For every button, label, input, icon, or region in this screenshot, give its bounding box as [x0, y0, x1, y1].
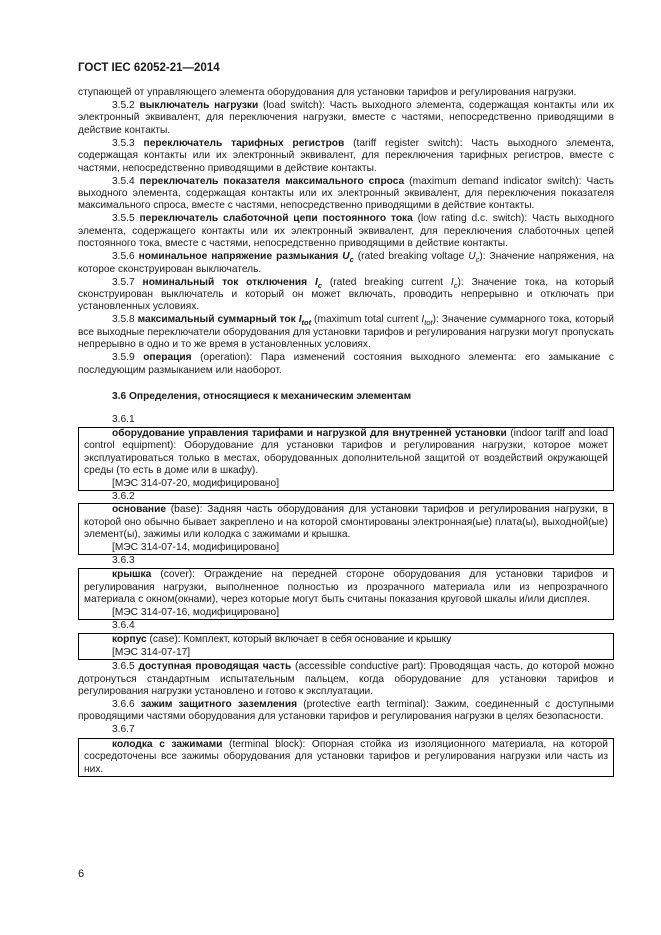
clause-definition: (case): Комплект, который включает в себя основание и крышку [146, 634, 452, 646]
definition-symbol-subscript: c [453, 280, 458, 290]
clause-number: 3.6.5 [112, 661, 135, 673]
clause-number: 3.6.1 [112, 413, 135, 425]
clause-definition: (low rating d.c. switch): Часть выходного элемента, содержащего контакты или их электронный эквивалент, для переключения слаботочных цепей постоянного тока, вместе с частями, непосредственно приводящими в действие контакты. [78, 213, 614, 250]
clause-number: 3.6.4 [112, 620, 135, 631]
clause-3-6-5 [78, 661, 614, 698]
clause-number: 3.6.7 [112, 724, 135, 736]
clause-definition: (base): Задняя часть оборудования для установки тарифов и регулирования нагрузки, в которой оно обычно бывает закреплено и на которой смонтированы электронная(ые) плата(ы), выходной(ые) элемент(ы), зажимы или колодка с зажимами и крышка. [84, 504, 608, 541]
clause-definition: (protective earth terminal): Зажим, соединенный с доступными проводящими частями оборудования для установки тарифов и регулирования нагрузки в целях безопасности. [78, 699, 614, 723]
term-symbol-subscript: c [317, 280, 322, 290]
clause-number: 3.5.9 [112, 352, 135, 364]
clause-3-6-6 [78, 699, 614, 724]
source-reference: [МЭС 314-07-20, модифицировано] [112, 477, 280, 489]
clause-3-5-3 [78, 138, 614, 175]
clause-term: доступная проводящая часть [138, 661, 292, 673]
clause-3-5-5 [78, 213, 614, 250]
definition-text [84, 504, 608, 541]
clause-number: 3.5.3 [112, 137, 135, 149]
clause-definition: (rated breaking voltage [353, 251, 469, 263]
clause-term: переключатель слаботочной цепи постоянного тока [139, 213, 413, 225]
section-heading: 3.6 Определения, относящиеся к механическим элементам [112, 391, 412, 403]
clause-term: зажим защитного заземления [140, 699, 298, 711]
term-symbol: I [298, 314, 302, 326]
clause-term: переключатель тарифных регистров [143, 137, 345, 149]
page-number: 6 [78, 868, 85, 880]
term-symbol: U [342, 251, 350, 263]
clause-term: номинальное напряжение размыкания [138, 251, 339, 263]
clause-3-5-8 [78, 314, 614, 351]
clause-definition: (accessible conductive part): Проводящая часть, до которой можно дотронуться стандартным испытательным пальцем, когда оборудование для установки тарифов и регулирования нагрузки установлено и готово к эксплуатации. [78, 661, 614, 698]
clause-definition: (maximum total current [311, 314, 422, 326]
definition-symbol: I [450, 276, 454, 288]
clause-definition: (indoor tariff and load control equipment): Оборудование для установки тарифов и регулирования нагрузки, которое может эксплуатироваться только в местах, оборудованных дополнительной защитой от воздействий окружающей среды (то есть в доме или в шкафу). [84, 427, 609, 477]
clause-number: 3.5.6 [112, 251, 135, 263]
clause-definition: (rated breaking current [321, 276, 451, 288]
term-symbol: I [314, 276, 318, 288]
clause-number: 3.5.4 [112, 175, 135, 187]
clause-3-5-4 [78, 176, 614, 213]
clause-number: 3.6.2 [112, 490, 135, 502]
definition-box [78, 633, 614, 660]
clause-3-5-9 [78, 352, 614, 377]
definition-text [84, 739, 608, 776]
clause-definition: (tariff register switch): Часть выходного элемента, содержащая контакты или их электронный эквивалент, для переключения тарифных регистров, вместе с частями, непосредственно приводящими в действие контакты. [78, 137, 614, 174]
definition-box [78, 503, 614, 555]
definition-text [84, 428, 608, 478]
clause-term: выключатель нагрузки [139, 100, 259, 111]
source-reference: [МЭС 314-07-14, модифицировано] [112, 541, 280, 553]
definition-symbol-subscript: tot [424, 318, 433, 328]
definition-symbol-subscript: c [475, 255, 480, 265]
clause-term: максимальный суммарный ток [137, 314, 296, 326]
definition-text [84, 569, 608, 606]
clause-definition: (operation): Пара изменений состояния выходного элемента: его замыкание с последующим размыканием или наоборот. [78, 352, 614, 376]
continued-paragraph: ступающей от управляющего элемента оборудования для установки тарифов и регулирования нагрузки. [78, 87, 577, 98]
page-content [78, 87, 614, 777]
clause-3-5-6 [78, 251, 614, 276]
clause-term: корпус [112, 634, 147, 646]
definition-symbol: I [421, 314, 425, 326]
definition-box [78, 738, 614, 777]
clause-definition: (load switch): Часть выходного элемента, содержащая контакты или их электронный эквивалент, для переключения нагрузки, вместе с частями, непосредственно приводящими в действие контакты. [78, 100, 614, 136]
clause-number: 3.6.6 [112, 699, 135, 711]
clause-3-5-2 [78, 100, 614, 137]
definition-symbol: U [468, 251, 476, 263]
definition-box [78, 427, 614, 491]
clause-definition: (cover): Ограждение на передней стороне оборудования для установки тарифов и регулирования нагрузки, выполненное полностью из прозрачного материала или из непрозрачного материала с окном(окнами), через которые могут быть считаны показания круговой шкалы и/или дисплея. [84, 569, 608, 606]
document-header: ГОСТ IEC 62052-21—2014 [78, 62, 220, 74]
clause-number: 3.5.5 [112, 213, 135, 225]
clause-definition: (maximum demand indicator switch): Часть выходного элемента, содержащая контакты или их электронный эквивалент, для переключения показателя максимального спроса, вместе с частями, непосредственно приводящими в действие контакты. [78, 175, 614, 212]
clause-term: колодка с зажимами [112, 738, 223, 750]
clause-number: 3.5.2 [112, 100, 135, 111]
clause-definition-end: ): Значение напряжения, на которое сконструирован выключатель. [78, 251, 614, 275]
definition-text [84, 634, 608, 646]
clause-term: переключатель показателя максимального спроса [139, 175, 405, 187]
clause-term: оборудование управления тарифами и нагрузкой для внутренней установки [112, 427, 507, 439]
source-reference: [МЭС 314-07-17] [112, 646, 191, 658]
clause-number: 3.5.8 [112, 314, 135, 326]
clause-term: операция [143, 352, 192, 364]
clause-number: 3.5.7 [112, 276, 135, 288]
clause-number: 3.6.3 [112, 554, 135, 566]
clause-term: основание [112, 504, 167, 516]
clause-definition-end: ): Значение суммарного тока, который все выходные переключатели оборудования для установки тарифов и регулирования нагрузки могут пропускать непрерывно в одно и то же время в установленных условиях. [78, 314, 614, 351]
clause-term: крышка [112, 569, 152, 581]
clause-definition-end: ): Значение тока, на который сконструирован выключатель и который он может включать, проводить непрерывно и отключать при установленных условиях. [78, 276, 614, 313]
source-reference: [МЭС 314-07-16, модифицировано] [112, 606, 280, 618]
clause-3-5-7 [78, 277, 614, 314]
clause-definition: (terminal block): Опорная стойка из изоляционного материала, на которой сосредоточены все зажимы оборудования для установки тарифов и регулирования нагрузки или часть из них. [84, 738, 608, 775]
term-symbol-subscript: tot [301, 318, 312, 328]
definition-box [78, 568, 614, 620]
term-symbol-subscript: c [349, 255, 354, 265]
clause-term: номинальный ток отключения [142, 276, 308, 288]
